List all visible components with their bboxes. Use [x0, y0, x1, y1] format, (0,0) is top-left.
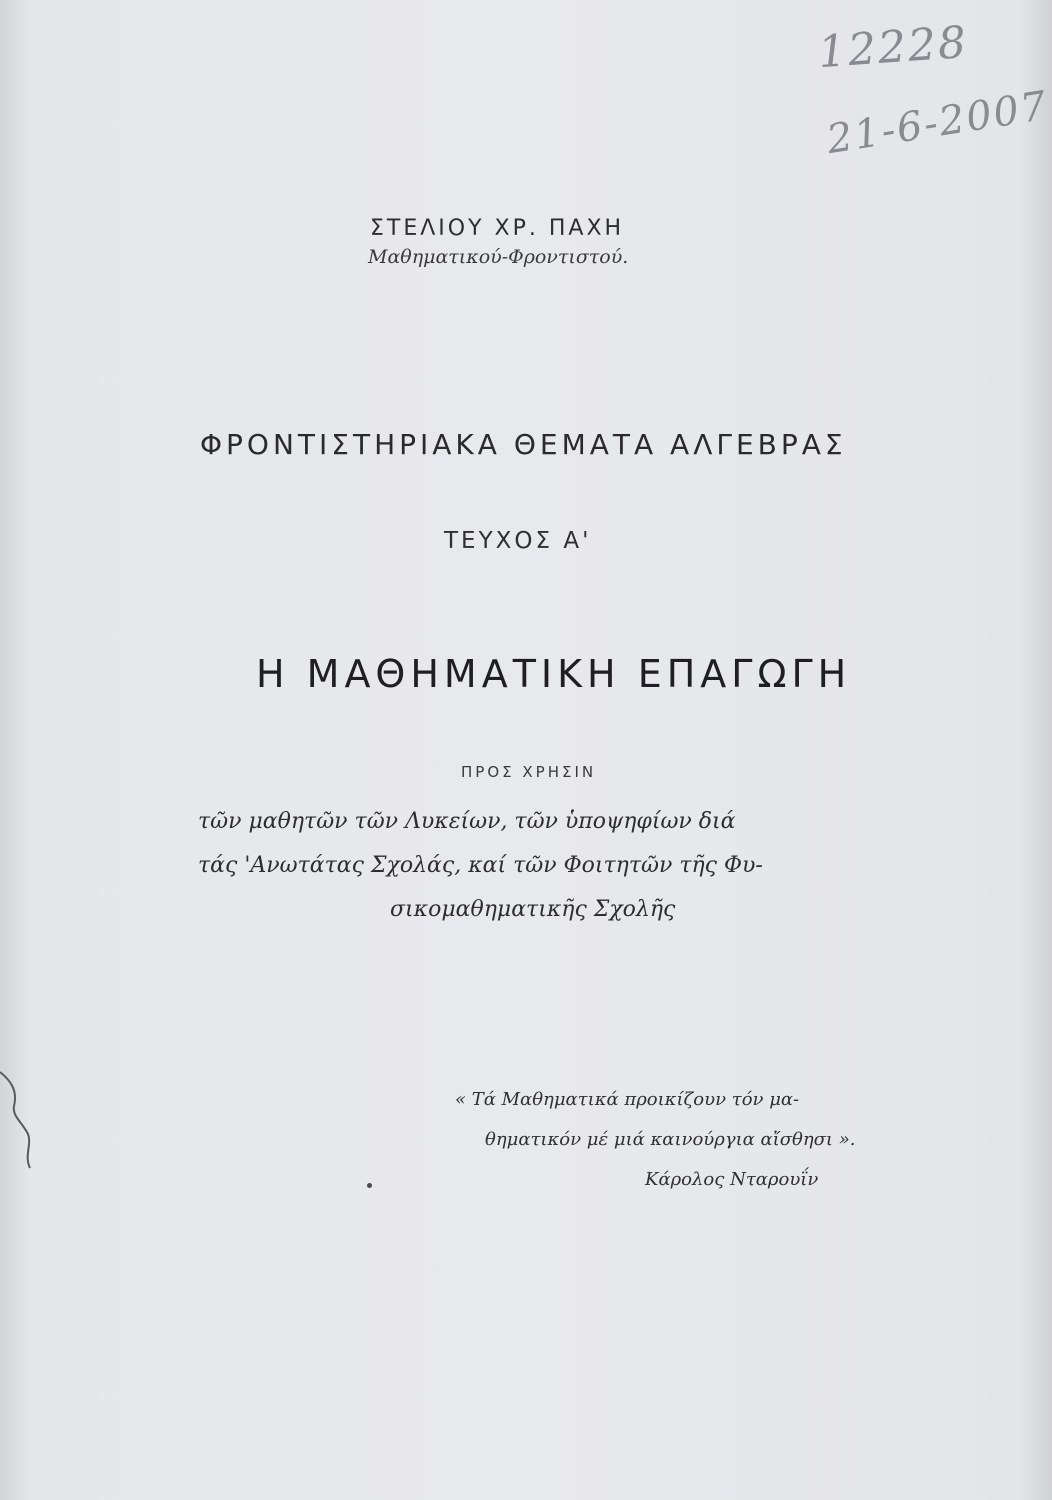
author-role: Μαθηματικού-Φροντιστού.	[368, 246, 629, 268]
quote-attribution: Κάρολος Νταρουΐν	[645, 1169, 819, 1190]
series-title: ΦΡΟΝΤΙΣΤΗΡΙΑΚΑ ΘΕΜΑΤΑ ΑΛΓΕΒΡΑΣ	[200, 428, 847, 461]
audience-line: τάς 'Ανωτάτας Σχολάς, καί τῶν Φοιτητῶν τῆς Φυ-	[198, 853, 763, 878]
catalog-number-annotation: 12228	[816, 16, 970, 79]
page-edge-damage	[0, 1060, 40, 1170]
audience-line: σικομαθηματικῆς Σχολῆς	[390, 897, 676, 922]
audience-line: τῶν μαθητῶν τῶν Λυκείων, τῶν ὑποψηφίων διά	[198, 809, 736, 834]
audience-text	[198, 800, 878, 932]
author-name: ΣΤΕΛΙΟΥ ΧΡ. ΠΑΧΗ	[370, 216, 625, 241]
main-title: Η ΜΑΘΗΜΑΤΙΚΗ ΕΠΑΓΩΓΗ	[256, 652, 852, 696]
issue-number: ΤΕΥΧΟΣ Α'	[444, 528, 592, 554]
date-annotation: 21-6-2007	[823, 82, 1052, 164]
epigraph-quote	[455, 1080, 895, 1200]
quote-line: « Τά Μαθηματικά προικίζουν τόν μα-	[455, 1089, 800, 1110]
quote-line: θηματικόν μέ μιά καινούργια αἴσθησι ».	[485, 1129, 856, 1150]
ink-speck	[367, 1183, 372, 1188]
purpose-label: ΠΡΟΣ ΧΡΗΣΙΝ	[461, 763, 597, 781]
